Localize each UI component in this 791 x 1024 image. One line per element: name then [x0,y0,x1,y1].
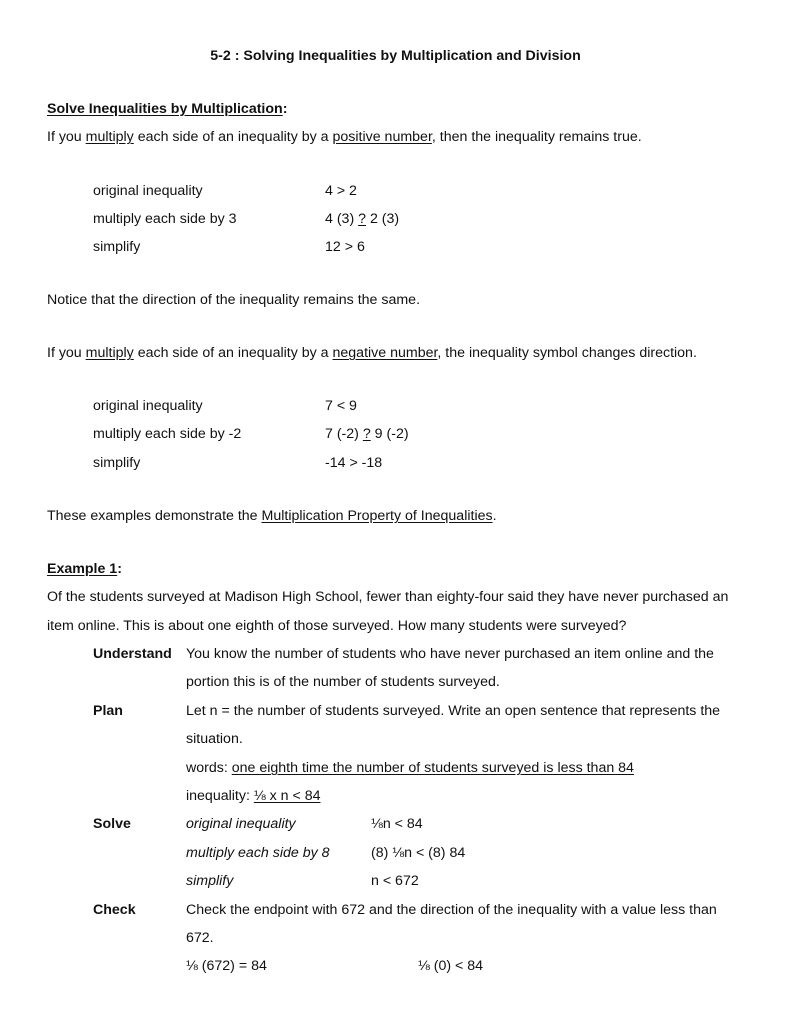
check-equation: ⅛ (0) < 84 [418,958,484,974]
check-text: 672. [186,930,214,946]
step-label-solve: Solve [93,816,131,832]
section-heading-text: Solve Inequalities by Multiplication [47,101,283,117]
solve-step-value: n < 672 [371,873,419,889]
table1-label: multiply each side by 3 [93,211,237,227]
table2-value [325,425,409,443]
plan-words-sentence: one eighth time the number of students surveyed is less than 84 [231,760,634,776]
value-text: -14 > -18 [325,455,383,471]
table1-value [325,182,357,200]
solve-step-label: original inequality [186,816,296,832]
property-statement [47,507,497,525]
check-equation: ⅛ (672) = 84 [186,958,267,974]
property-text: . [492,508,497,524]
rule-positive [47,128,642,146]
solve-step-value: ⅛n < 84 [371,816,423,832]
value-text: 2 (3) [366,211,400,227]
plan-text: Let n = the number of students surveyed. Write an open sentence that represents the [186,703,721,719]
example-heading-text: Example 1 [47,561,118,577]
rule-keyword-negative: negative number [332,345,438,361]
value-text: 4 (3) [325,211,359,227]
rule-keyword-multiply: multiply [85,129,134,145]
solve-step-label: simplify [186,873,234,889]
value-text: 9 (-2) [370,426,409,442]
plan-inequality-expression: ⅛ x n < 84 [253,788,321,804]
table2-label: simplify [93,455,141,471]
rule-text: If you [47,129,86,145]
property-text: These examples demonstrate the [47,508,262,524]
understand-text: You know the number of students who have never purchased an item online and the [186,646,714,662]
plan-inequality [186,787,320,805]
plan-words-label: words: [186,760,232,776]
rule-negative [47,344,697,362]
understand-text: portion this is of the number of students surveyed. [186,674,500,690]
rule-text: , then the inequality remains true. [431,129,642,145]
rule-text: If you [47,345,86,361]
step-label-plan: Plan [93,703,123,719]
example-heading [47,560,122,578]
rule-keyword-multiply: multiply [85,345,134,361]
solve-step-value: (8) ⅛n < (8) 84 [371,845,466,861]
value-text: 7 (-2) [325,426,363,442]
check-text: Check the endpoint with 672 and the direction of the inequality with a value less than [186,902,717,918]
example-problem-line: Of the students surveyed at Madison High School, fewer than eighty-four said they have never purchased an [47,589,729,605]
value-text: 4 > 2 [325,183,357,199]
table2-value [325,454,382,472]
table2-label: multiply each side by -2 [93,426,242,442]
question-symbol: ? [358,211,367,227]
table1-label: simplify [93,239,141,255]
table1-value [325,210,399,228]
section-heading-multiplication [47,100,287,118]
page-title: 5-2 : Solving Inequalities by Multiplication and Division [210,48,581,64]
table1-value [325,238,365,256]
value-text: 12 > 6 [325,239,365,255]
table2-label: original inequality [93,398,203,414]
rule-text: each side of an inequality by a [133,345,333,361]
example-problem-line: item online. This is about one eighth of those surveyed. How many students were surveyed? [47,618,627,634]
step-label-understand: Understand [93,646,172,662]
section-heading-colon: : [282,101,288,117]
plan-words [186,759,634,777]
property-name: Multiplication Property of Inequalities [261,508,493,524]
notice-text: Notice that the direction of the inequality remains the same. [47,292,421,308]
plan-inequality-label: inequality: [186,788,254,804]
value-text: 7 < 9 [325,398,357,414]
plan-text: situation. [186,731,243,747]
table1-label: original inequality [93,183,203,199]
example-heading-colon: : [117,561,122,577]
rule-text: , the inequality symbol changes direction. [437,345,697,361]
solve-step-label: multiply each side by 8 [186,845,330,861]
step-label-check: Check [93,902,136,918]
rule-keyword-positive: positive number [332,129,432,145]
table2-value [325,397,357,415]
rule-text: each side of an inequality by a [133,129,333,145]
question-symbol: ? [362,426,371,442]
